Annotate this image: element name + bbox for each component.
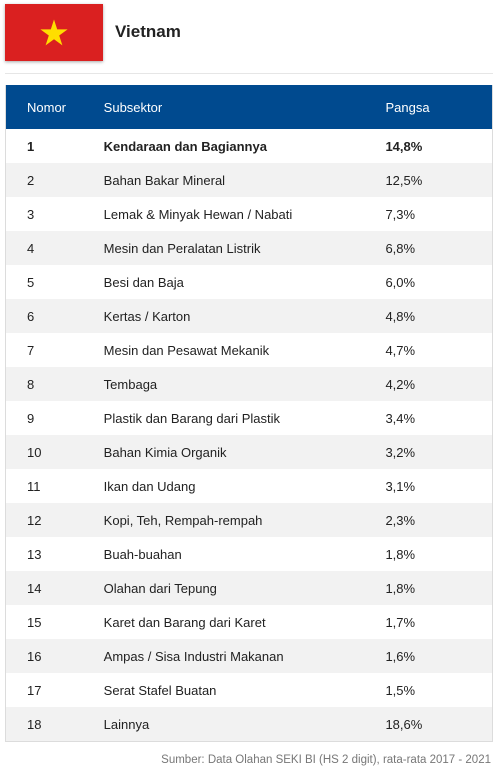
row-pangsa: 12,5% [385, 172, 423, 188]
country-header [5, 4, 493, 74]
row-pangsa: 3,2% [385, 444, 416, 460]
column-header-nomor: Nomor [27, 99, 67, 115]
row-number: 14 [27, 580, 42, 596]
column-header-pangsa: Pangsa [385, 99, 430, 115]
source-note: Sumber: Data Olahan SEKI BI (HS 2 digit), rata-rata 2017 - 2021 [161, 754, 491, 766]
row-number: 2 [27, 172, 35, 188]
table-row [6, 537, 492, 571]
row-pangsa: 2,3% [385, 512, 416, 528]
row-number: 8 [27, 376, 35, 392]
row-pangsa: 3,1% [385, 478, 416, 494]
table-row [6, 129, 492, 163]
table-header [6, 85, 492, 129]
table-row [6, 571, 492, 605]
row-pangsa: 18,6% [385, 716, 423, 732]
table-row [6, 231, 492, 265]
table-row [6, 435, 492, 469]
row-pangsa: 6,0% [385, 274, 416, 290]
row-pangsa: 4,2% [385, 376, 416, 392]
row-number: 4 [27, 240, 35, 256]
row-subsektor: Buah-buahan [103, 546, 182, 562]
star-icon [39, 18, 69, 48]
table-row [6, 673, 492, 707]
row-subsektor: Serat Stafel Buatan [103, 682, 217, 698]
row-number: 16 [27, 648, 42, 664]
row-number: 10 [27, 444, 42, 460]
table-row [6, 367, 492, 401]
row-pangsa: 1,5% [385, 682, 416, 698]
row-subsektor: Tembaga [103, 376, 158, 392]
row-subsektor: Plastik dan Barang dari Plastik [103, 410, 280, 426]
table-row [6, 639, 492, 673]
row-subsektor: Besi dan Baja [103, 274, 184, 290]
vietnam-flag-icon [5, 4, 103, 61]
row-number: 9 [27, 410, 35, 426]
table-row [6, 299, 492, 333]
row-subsektor: Kopi, Teh, Rempah-rempah [103, 512, 263, 528]
row-pangsa: 4,7% [385, 342, 416, 358]
row-subsektor: Bahan Kimia Organik [103, 444, 227, 460]
row-number: 13 [27, 546, 42, 562]
row-subsektor: Olahan dari Tepung [103, 580, 217, 596]
table-row [6, 197, 492, 231]
row-pangsa: 3,4% [385, 410, 416, 426]
row-pangsa: 6,8% [385, 240, 416, 256]
export-table [5, 85, 493, 742]
row-number: 6 [27, 308, 35, 324]
row-number: 1 [27, 138, 35, 154]
row-subsektor: Ampas / Sisa Industri Makanan [103, 648, 284, 664]
row-number: 17 [27, 682, 42, 698]
row-number: 3 [27, 206, 35, 222]
country-title: Vietnam [115, 22, 181, 41]
row-number: 11 [27, 478, 41, 494]
column-header-subsektor: Subsektor [103, 99, 163, 115]
row-number: 15 [27, 614, 42, 630]
table-row [6, 401, 492, 435]
row-subsektor: Ikan dan Udang [103, 478, 196, 494]
row-number: 18 [27, 716, 42, 732]
row-subsektor: Mesin dan Pesawat Mekanik [103, 342, 270, 358]
row-number: 7 [27, 342, 35, 358]
row-subsektor: Bahan Bakar Mineral [103, 172, 226, 188]
row-number: 12 [27, 512, 42, 528]
row-subsektor: Kertas / Karton [103, 308, 191, 324]
row-pangsa: 1,7% [385, 614, 416, 630]
row-subsektor: Kendaraan dan Bagiannya [103, 138, 267, 154]
table-row [6, 163, 492, 197]
table-row [6, 605, 492, 639]
row-subsektor: Mesin dan Peralatan Listrik [103, 240, 261, 256]
table-row [6, 503, 492, 537]
row-pangsa: 7,3% [385, 206, 416, 222]
table-row [6, 469, 492, 503]
row-pangsa: 1,8% [385, 580, 416, 596]
row-number: 5 [27, 274, 35, 290]
row-subsektor: Karet dan Barang dari Karet [103, 614, 266, 630]
table-row [6, 707, 492, 741]
row-pangsa: 1,6% [385, 648, 416, 664]
row-subsektor: Lainnya [103, 716, 150, 732]
row-pangsa: 14,8% [385, 138, 423, 154]
table-body [6, 129, 492, 741]
row-pangsa: 4,8% [385, 308, 416, 324]
table-row [6, 265, 492, 299]
table-row [6, 333, 492, 367]
row-subsektor: Lemak & Minyak Hewan / Nabati [103, 206, 293, 222]
row-pangsa: 1,8% [385, 546, 416, 562]
